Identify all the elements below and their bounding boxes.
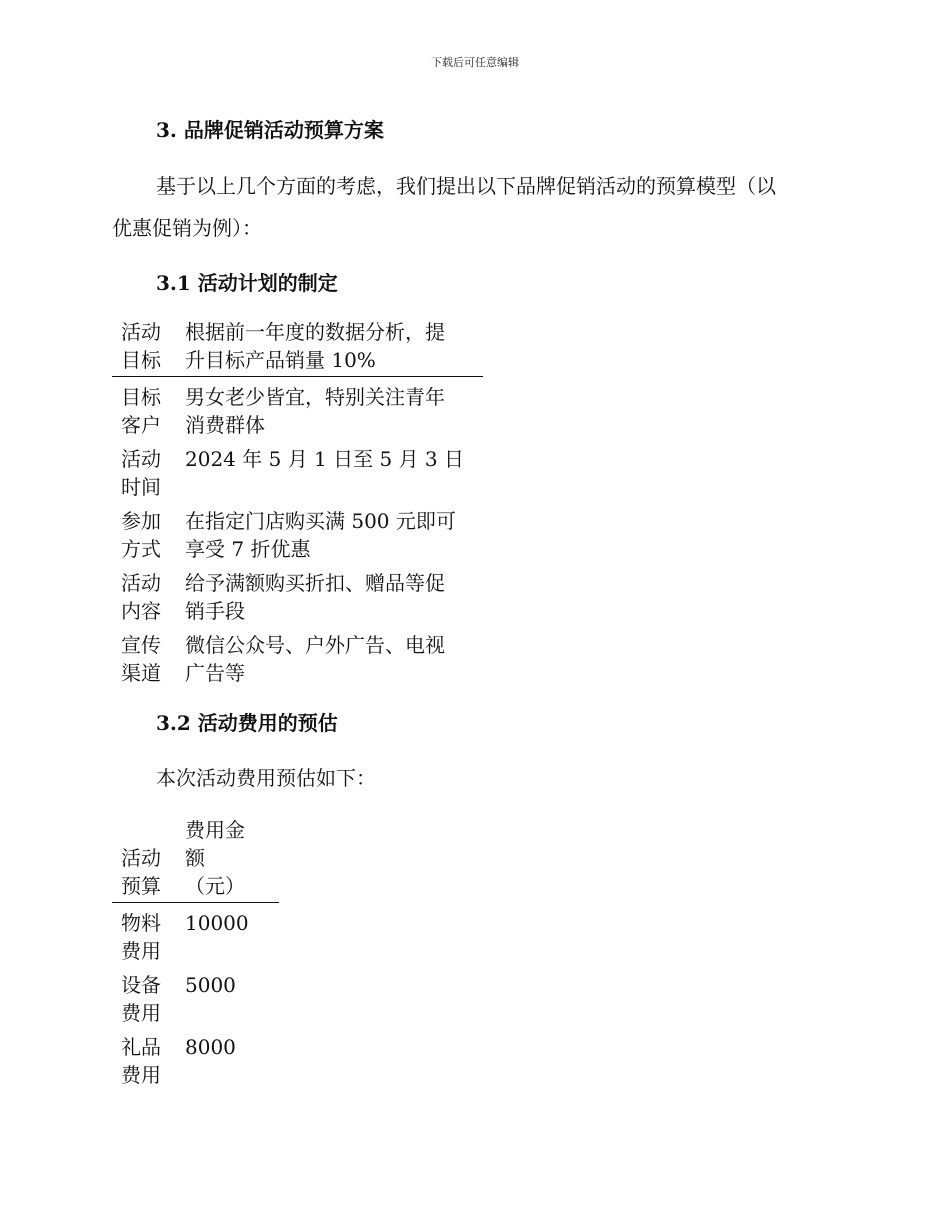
row-value-line: 给予满额购买折扣、赠品等促 [185,571,445,595]
row-key-line: 费用 [121,1063,161,1087]
cost-intro: 本次活动费用预估如下： [156,766,376,790]
activity-plan-table [112,318,483,687]
header-key-line: 活动 [121,846,161,870]
row-value-line: 升目标产品销量 10% [185,348,376,372]
header-note: 下载后可任意编辑 [431,56,519,69]
table-row [112,439,483,501]
row-key [112,563,185,625]
row-key-line: 参加 [121,509,161,533]
row-value-line: 根据前一年度的数据分析，提 [185,320,445,344]
row-key-line: 目标 [121,385,161,409]
header-value-line: 费用金 [185,818,245,842]
header-value [185,816,279,903]
row-value-line: 男女老少皆宜，特别关注青年 [185,385,445,409]
row-value [185,625,483,687]
table-row [112,903,279,966]
row-value [185,318,483,377]
row-key-line: 目标 [121,348,161,372]
row-key-line: 时间 [121,475,161,499]
row-key [112,625,185,687]
table-row [112,563,483,625]
cost-estimate-table [112,816,279,1089]
row-key-line: 礼品 [121,1035,161,1059]
row-key [112,439,185,501]
cost-section-title: 3.2 活动费用的预估 [156,711,338,735]
row-value: 10000 [185,911,249,935]
table-row [112,965,279,1027]
row-value: 5000 [185,973,236,997]
row-value [185,439,483,501]
row-value-line: 消费群体 [185,413,265,437]
row-key [112,965,185,1027]
row-value: 8000 [185,1035,236,1059]
section-title: 3. 品牌促销活动预算方案 [156,118,384,142]
row-key-line: 客户 [121,413,161,437]
header-key-line [121,816,185,844]
header-value-line: （元） [185,874,245,898]
row-value-line: 广告等 [185,661,245,685]
table-row [112,501,483,563]
header-value-line: 额 [185,846,205,870]
table-row [112,318,483,377]
table-row [112,377,483,440]
row-value [185,501,483,563]
row-key-line: 宣传 [121,633,161,657]
row-key-line: 渠道 [121,661,161,685]
intro-line-2: 优惠促销为例）： [112,216,262,240]
row-key [112,903,185,966]
row-key-line: 方式 [121,537,161,561]
row-key [112,377,185,440]
row-value [185,563,483,625]
row-value-line: 享受 7 折优惠 [185,537,311,561]
header-key-line: 预算 [121,874,161,898]
table-row [112,1027,279,1089]
row-key-line: 活动 [121,571,161,595]
plan-section-title: 3.1 活动计划的制定 [156,271,338,295]
row-key-line: 费用 [121,1001,161,1025]
row-key-line: 内容 [121,599,161,623]
row-value-line: 微信公众号、户外广告、电视 [185,633,445,657]
table-row [112,625,483,687]
intro-line-1: 基于以上几个方面的考虑，我们提出以下品牌促销活动的预算模型（以 [156,174,776,198]
row-key [112,318,185,377]
row-value-line: 销手段 [185,599,245,623]
header-key [112,816,185,903]
row-key-line: 设备 [121,973,161,997]
row-key-line: 费用 [121,939,161,963]
table-header-row [112,816,279,903]
row-key-line: 物料 [121,911,161,935]
row-key [112,1027,185,1089]
row-value-line: 在指定门店购买满 500 元即可 [185,509,456,533]
row-value-line: 2024 年 5 月 1 日至 5 月 3 日 [185,447,465,471]
row-key [112,501,185,563]
row-key-line: 活动 [121,447,161,471]
row-key-line: 活动 [121,320,161,344]
row-value [185,377,483,440]
